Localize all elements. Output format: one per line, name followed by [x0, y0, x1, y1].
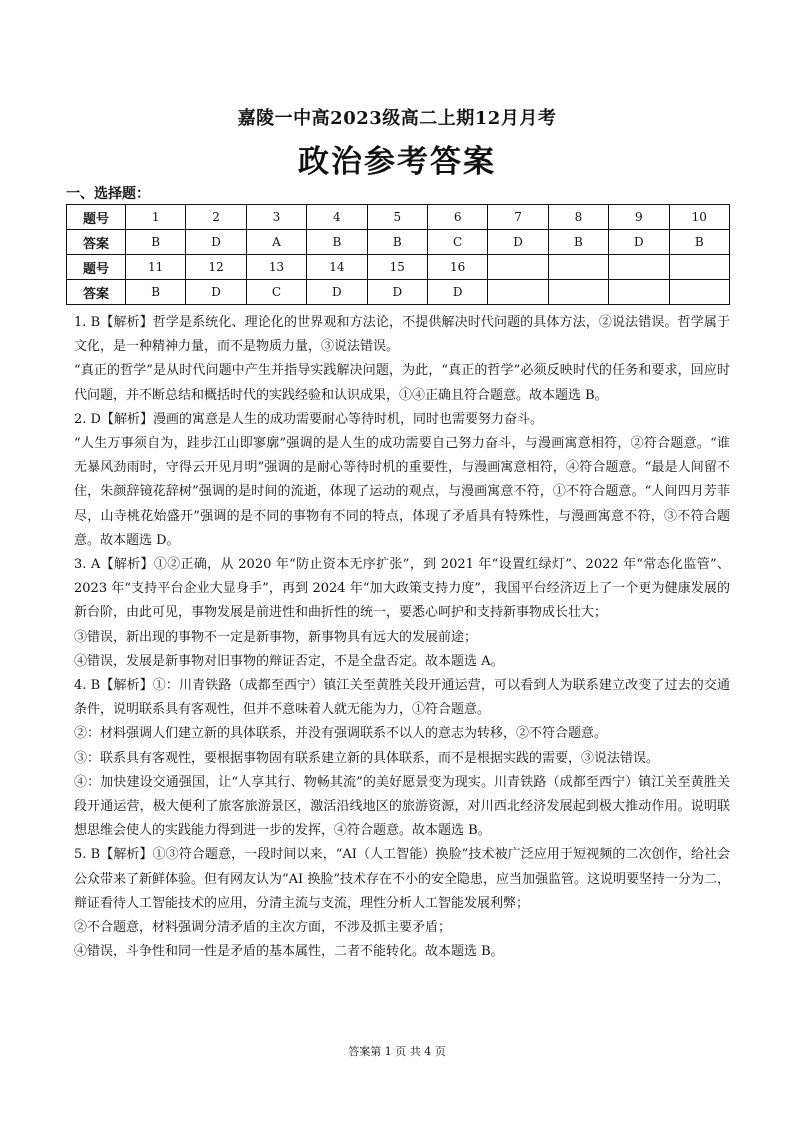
question-number-cell: 5	[367, 205, 427, 230]
answer-cell: D	[488, 230, 548, 255]
question-number-cell	[488, 255, 548, 280]
explanation-paragraph: ④错误，斗争性和同一性是矛盾的基本属性，二者不能转化。故本题选 B。	[74, 944, 504, 960]
question-number-cell: 7	[488, 205, 548, 230]
question-number-cell: 16	[427, 255, 487, 280]
question-number-cell: 4	[307, 205, 367, 230]
row-label-answer: 答案	[67, 230, 126, 255]
page-footer: 答案第 1 页 共 4 页	[348, 1045, 446, 1058]
question-number-cell: 12	[186, 255, 246, 280]
answer-cell: A	[246, 230, 306, 255]
answer-cell	[548, 280, 608, 305]
answer-cell: D	[186, 230, 246, 255]
question-number-cell: 1	[126, 205, 186, 230]
answer-cell: D	[307, 280, 367, 305]
answer-cell: B	[367, 230, 427, 255]
explanation-paragraph: ④错误，发展是新事物对旧事物的辩证否定，不是全盘否定。故本题选 A。	[74, 653, 504, 669]
explanation-paragraph: 4. B【解析】①：川青铁路（成都至西宁）镇江关至黄胜关段开通运营，可以看到人为联系建立改变了过去的交通条件，说明联系具有客观性，但并不意味着人就无能为力，①符合题意。	[74, 678, 730, 718]
answer-cell: D	[186, 280, 246, 305]
question-number-cell	[548, 255, 608, 280]
question-number-cell	[669, 255, 729, 280]
explanation-paragraph: 2. D【解析】漫画的寓意是人生的成功需要耐心等待时机，同时也需要努力奋斗。	[74, 411, 543, 427]
explanation-paragraph: ②：材料强调人们建立新的具体联系，并没有强调联系不以人的意志为转移，②不符合题意。	[74, 726, 608, 742]
answer-cell	[609, 280, 669, 305]
explanation-paragraph: ②不合题意，材料强调分清矛盾的主次方面，不涉及抓主要矛盾；	[74, 920, 452, 936]
answer-cell: B	[126, 280, 186, 305]
answer-table	[66, 204, 730, 305]
answer-cell: D	[609, 230, 669, 255]
answer-cell: D	[427, 280, 487, 305]
answer-cell	[669, 280, 729, 305]
explanation-paragraph: 1. B【解析】哲学是系统化、理论化的世界观和方法论，不提供解决时代问题的具体方法，②说法错误。哲学属于文化，是一种精神力量，而不是物质力量，③说法错误。	[74, 315, 730, 355]
row-label-answer: 答案	[67, 280, 126, 305]
question-number-cell	[609, 255, 669, 280]
answer-cell: C	[246, 280, 306, 305]
explanation-paragraph: 5. B【解析】①③符合题意，一段时间以来，“AI（人工智能）换脸”技术被广泛应用于短视频的二次创作，给社会公众带来了新鲜体验。但有网友认为“AI 换脸”技术存在不小的安全隐患，应当加强监管。这说明要坚持一分为二，辩证看待人工智能技术的应用，分清主流与支流，理性分析人工智能发展利弊；	[74, 847, 730, 911]
table-row	[67, 255, 730, 280]
question-number-cell: 11	[126, 255, 186, 280]
explanation-paragraph: ③：联系具有客观性，要根据事物固有联系建立新的具体联系，而不是根据实践的需要，③说法错误。	[74, 750, 660, 766]
explanations	[74, 311, 730, 964]
answer-cell	[488, 280, 548, 305]
explanation-paragraph: 3. A【解析】①②正确，从 2020 年“防止资本无序扩张”，到 2021 年“设置红绿灯”、2022 年“常态化监管”、2023 年“支持平台企业大显身手”，再到 2024 年“加大政策支持力度”，我国平台经济迈上了一个更为健康发展的新台阶，由此可见，事物发展是前进性和曲折性的统一，要悉心呵护和支持新事物成长壮大；	[74, 557, 730, 621]
page-title: 政治参考答案	[298, 144, 496, 180]
exam-title: 嘉陵一中高2023级高二上期12月月考	[237, 108, 557, 129]
question-number-cell: 6	[427, 205, 487, 230]
question-number-cell: 10	[669, 205, 729, 230]
answer-cell: C	[427, 230, 487, 255]
question-number-cell: 9	[609, 205, 669, 230]
section-heading: 一、选择题：	[66, 186, 150, 202]
question-number-cell: 3	[246, 205, 306, 230]
explanation-paragraph: ④：加快建设交通强国，让“人享其行、物畅其流”的美好愿景变为现实。川青铁路（成都至西宁）镇江关至黄胜关段开通运营，极大便利了旅客旅游景区，激活沿线地区的旅游资源，对川西北经济发展起到极大推动作用。说明联想思维会使人的实践能力得到进一步的发挥，④符合题意。故本题选 B。	[74, 774, 730, 839]
question-number-cell: 14	[307, 255, 367, 280]
table-row	[67, 280, 730, 305]
question-number-cell: 13	[246, 255, 306, 280]
explanation-paragraph: “真正的哲学”是从时代问题中产生并指导实践解决问题，为此，“真正的哲学”必须反映时代的任务和要求，回应时代问题，并不断总结和概括时代的实践经验和认识成果，①④正确且符合题意。故本题选 B。	[74, 363, 730, 403]
answer-cell: B	[669, 230, 729, 255]
row-label-number: 题号	[67, 255, 126, 280]
answer-cell: B	[548, 230, 608, 255]
question-number-cell: 2	[186, 205, 246, 230]
explanation-paragraph: “人生万事须自为，跬步江山即寥廓”强调的是人生的成功需要自己努力奋斗，与漫画寓意相符，②符合题意。“谁无暴风劲雨时，守得云开见月明”强调的是耐心等待时机的重要性，与漫画寓意相符，④符合题意。“最是人间留不住，朱颜辞镜花辞树”强调的是时间的流逝，体现了运动的观点，与漫画寓意不符，①不符合题意。“人间四月芳菲尽，山寺桃花始盛开”强调的是不同的事物有不同的特点，体现了矛盾具有特殊性，与漫画寓意不符，③不符合题意。故本题选 D。	[74, 436, 730, 548]
question-number-cell: 15	[367, 255, 427, 280]
explanation-paragraph: ③错误，新出现的事物不一定是新事物，新事物具有远大的发展前途；	[74, 629, 478, 645]
question-number-cell: 8	[548, 205, 608, 230]
table-row	[67, 205, 730, 230]
row-label-number: 题号	[67, 205, 126, 230]
answer-cell: B	[126, 230, 186, 255]
table-row	[67, 230, 730, 255]
answer-cell: B	[307, 230, 367, 255]
answer-cell: D	[367, 280, 427, 305]
